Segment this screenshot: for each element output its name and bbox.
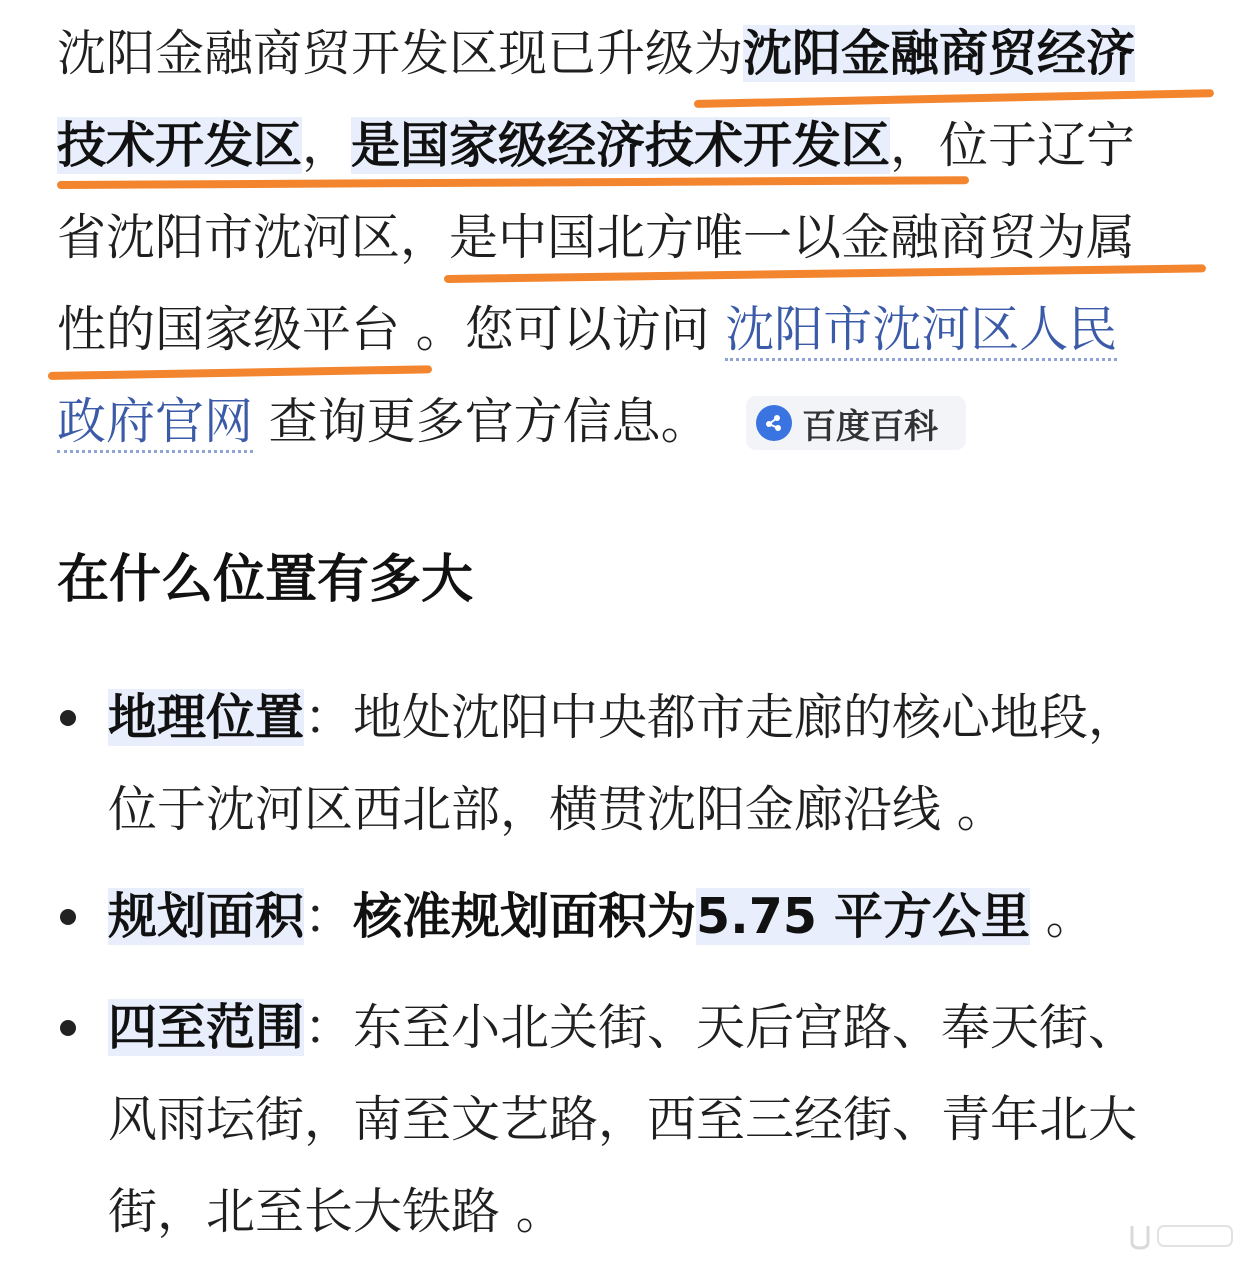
source-tag-baike[interactable] — [746, 396, 966, 450]
bullet-text-bold: 核准规划面积为 — [353, 888, 697, 945]
para-line-2 — [57, 116, 1135, 176]
bullet-text: 东至小北关街、天后宫路、奉天街、 — [353, 999, 1138, 1056]
bullet-text: 地处沈阳中央都市走廊的核心地段， — [353, 689, 1138, 746]
bullet-3-line-1 — [108, 998, 1137, 1058]
bullet-1-line-1 — [108, 688, 1137, 748]
hand-underline — [57, 176, 969, 189]
para-line-1 — [57, 24, 1135, 84]
bullet-label: 四至范围 — [108, 999, 305, 1056]
bullet-dot — [60, 909, 76, 925]
hand-underline — [694, 89, 1214, 108]
bullet-2-line-1 — [108, 887, 1095, 947]
bullet-text: 街，北至长大铁路 。 — [108, 1183, 565, 1240]
para-text-plain: 。您可以访问 — [415, 301, 710, 358]
para-text-plain: ，位于辽宁 — [890, 117, 1136, 174]
section-heading: 在什么位置有多大 — [57, 550, 474, 610]
bullet-label: 地理位置 — [108, 689, 305, 746]
bullet-colon: ： — [304, 689, 354, 746]
source-tag-label: 百度百科 — [802, 406, 938, 447]
para-text-bold: 技术开发区 — [57, 117, 303, 174]
bullet-label: 规划面积 — [108, 888, 305, 945]
bullet-value: 5.75 平方公里 — [696, 888, 1031, 945]
para-line-5 — [57, 392, 710, 452]
bullet-text: 。 — [1030, 888, 1095, 945]
para-text-plain: 性的国家级平台 — [57, 301, 401, 358]
para-text-bold: 沈阳金融商贸经济 — [743, 25, 1136, 82]
bullet-3-line-2 — [108, 1090, 1137, 1150]
bullet-text: 风雨坛街，南至文艺路，西至三经街、青年北大 — [108, 1091, 1138, 1148]
para-text-plain: 沈阳金融商贸开发区现已升级为 — [57, 25, 744, 82]
watermark-logo — [1128, 1222, 1238, 1250]
bullet-dot — [60, 710, 76, 726]
bullet-1-line-2 — [108, 780, 1006, 840]
para-line-4 — [57, 300, 1117, 360]
para-text-plain: 省沈阳市沈河区， — [57, 209, 450, 266]
bullet-text: 位于沈河区西北部，横贯沈阳金廊沿线 。 — [108, 781, 1006, 838]
hand-underline — [48, 365, 432, 380]
bullet-colon: ： — [304, 888, 354, 945]
baike-icon — [756, 405, 792, 441]
gov-website-link[interactable]: 沈阳市沈河区人民 — [725, 301, 1117, 361]
bullet-colon: ： — [304, 999, 354, 1056]
gov-website-link-cont[interactable]: 政府官网 — [57, 393, 253, 453]
bullet-3-line-3 — [108, 1182, 565, 1242]
para-text-plain: 查询更多官方信息。 — [268, 393, 710, 450]
para-text-bold: 是国家级经济技术开发区 — [351, 117, 891, 174]
para-text-plain: 是中国北方唯一以金融商贸为属 — [449, 209, 1136, 266]
para-line-3 — [57, 208, 1135, 268]
para-text-plain: ， — [302, 117, 352, 174]
bullet-dot — [60, 1020, 76, 1036]
